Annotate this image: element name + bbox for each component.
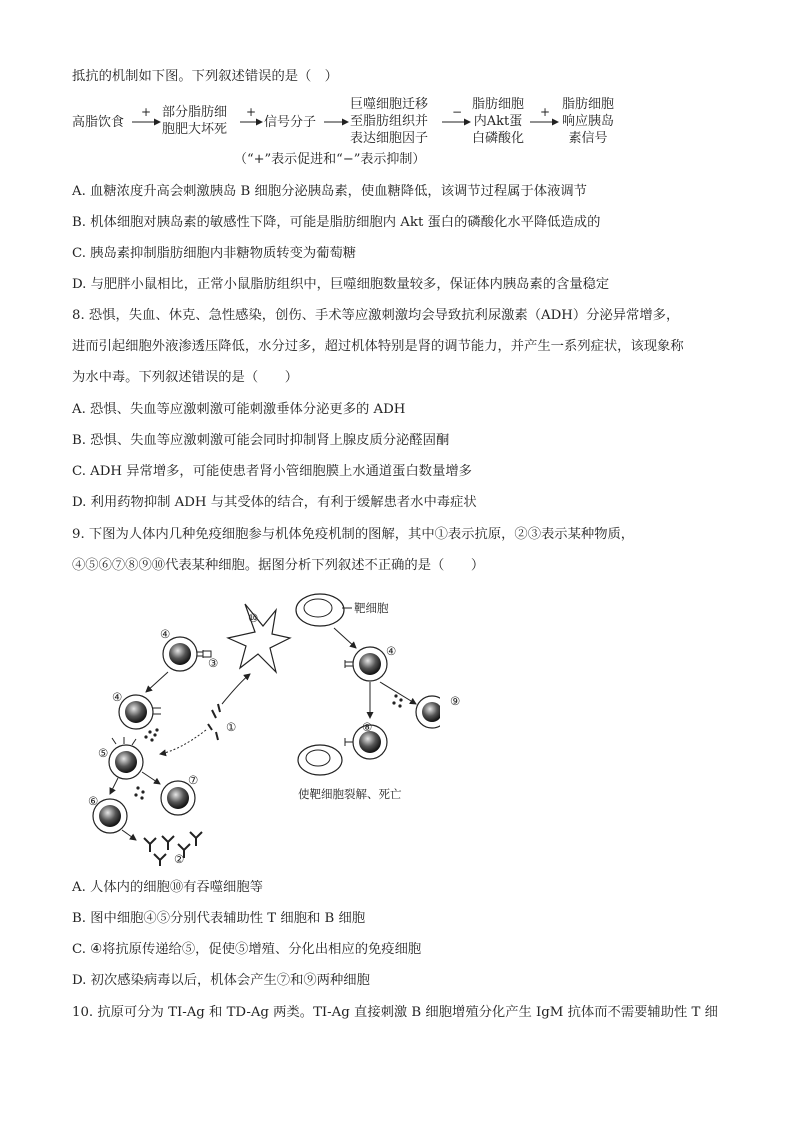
target-cell-top [296,594,344,626]
q7-option-c: C. 胰岛素抑制脂肪细胞内非糖物质转变为葡萄糖 [72,246,357,261]
flow-node-4-line2: 至脂肪组织并 [350,114,429,129]
flow-node-4 [350,96,428,147]
flow-node-4-line1: 巨噬细胞迁移 [350,97,429,112]
label-cell-6: ⑥ [88,794,99,808]
cell-4-upper [163,637,211,671]
flow-node-6-line2: 响应胰岛 [562,114,615,129]
flow-node-2 [162,104,227,138]
flow-node-6-line3: 素信号 [568,131,608,146]
cell-4-right [345,647,387,681]
q9-option-c: C. ④将抗原传递给⑤，促使⑤增殖、分化出相应的免疫细胞 [72,942,422,957]
label-antibody-2: ② [174,852,185,866]
flow-note: （“+”表示促进和“−”表示抑制） [234,152,426,167]
flow-plus-1: + [141,105,152,119]
flow-node-6 [562,96,614,147]
q9-stem-line1: 9. 下图为人体内几种免疫细胞参与机体免疫机制的图解，其中①表示抗原，②③表示某种物质， [72,527,635,542]
q9-option-d: D. 初次感染病毒以后，机体会产生⑦和⑨两种细胞 [72,973,370,988]
label-cell-4-right: ④ [386,644,397,658]
q8-option-a: A. 恐惧、失血等应激刺激可能刺激垂体分泌更多的 ADH [72,402,406,417]
label-substance-3: ③ [208,656,219,670]
label-cell-4-lower: ④ [112,690,123,704]
q8-stem-line3: 为水中毒。下列叙述错误的是（ ） [72,370,299,385]
label-cell-9: ⑨ [450,694,461,708]
q8-option-c: C. ADH 异常增多，可能使患者肾小管细胞膜上水通道蛋白数量增多 [72,464,472,479]
q8-stem-line2: 进而引起细胞外液渗透压降低，水分过多，超过机体特别是肾的调节能力，并产生一系列症状，该现象称 [72,339,684,354]
cell-9 [416,696,440,728]
label-cell-5: ⑤ [98,746,109,760]
cell-10-phagocyte [228,604,290,672]
flow-node-1: 高脂饮食 [72,115,125,130]
q8-stem-line1: 8. 恐惧，失血、休克、急性感染，创伤、手术等应激刺激均会导致抗利尿激素（ADH）分泌异常增多， [72,308,680,323]
flow-node-6-line1: 脂肪细胞 [562,97,615,112]
flow-node-5-line2: 内Akt蛋 [473,114,523,129]
cytokine-dots-1 [144,728,158,741]
flow-node-2-line2: 胞肥大坏死 [162,122,228,137]
q10-stem-line1: 10. 抗原可分为 TI-Ag 和 TD-Ag 两类。TI-Ag 直接刺激 B 细胞增殖分化产生 IgM 抗体而不需要辅助性 T 细 [72,1005,718,1020]
antibodies [144,832,202,866]
flow-minus: − [452,105,463,119]
flow-node-2-line1: 部分脂肪细 [162,105,228,120]
q7-option-d: D. 与肥胖小鼠相比，正常小鼠脂肪组织中，巨噬细胞数量较多，保证体内胰岛素的含量稳定 [72,277,610,292]
target-cell-lysed [298,745,342,775]
flow-node-3: 信号分子 [264,115,317,130]
flow-node-5-line1: 脂肪细胞 [472,97,525,112]
q9-option-a: A. 人体内的细胞⑩有吞噬细胞等 [72,880,263,895]
q9-option-b: B. 图中细胞④⑤分别代表辅助性 T 细胞和 B 细胞 [72,911,366,926]
label-cell-4-upper: ④ [160,627,171,641]
label-lysis: 使靶细胞裂解、死亡 [298,787,402,801]
label-target-cell: 靶细胞 [354,601,389,615]
q7-option-b: B. 机体细胞对胰岛素的敏感性下降，可能是脂肪细胞内 Akt 蛋白的磷酸化水平降低造成的 [72,215,601,230]
q9-stem-line2: ④⑤⑥⑦⑧⑨⑩代表某种细胞。据图分析下列叙述不正确的是（ ） [72,558,485,573]
cell-4-lower [119,695,161,729]
label-antigen-1: ① [226,720,237,734]
antigen-fragments [208,704,220,740]
q8-option-b: B. 恐惧、失血等应激刺激可能会同时抑制肾上腺皮质分泌醛固酮 [72,433,450,448]
label-cell-7: ⑦ [188,773,199,787]
q8-option-d: D. 利用药物抑制 ADH 与其受体的结合，有利于缓解患者水中毒症状 [72,495,477,510]
cytokine-dots-2 [134,786,144,799]
cell-5 [109,737,143,779]
label-cell-10: ⑩ [248,611,259,625]
immune-figure-drawing [80,592,440,872]
flow-node-5-line3: 白磷酸化 [472,131,525,146]
flow-plus-2: + [246,105,257,119]
q7-stem: 抵抗的机制如下图。下列叙述错误的是（ ） [72,69,338,84]
flow-node-4-line3: 表达细胞因子 [350,131,429,146]
q7-option-a: A. 血糖浓度升高会刺激胰岛 B 细胞分泌胰岛素，使血糖降低，该调节过程属于体液调节 [72,184,587,199]
cytokine-dots-3 [392,694,402,707]
label-cell-8: ⑧ [362,720,373,734]
flow-node-5 [472,96,524,147]
flow-plus-3: + [540,105,551,119]
